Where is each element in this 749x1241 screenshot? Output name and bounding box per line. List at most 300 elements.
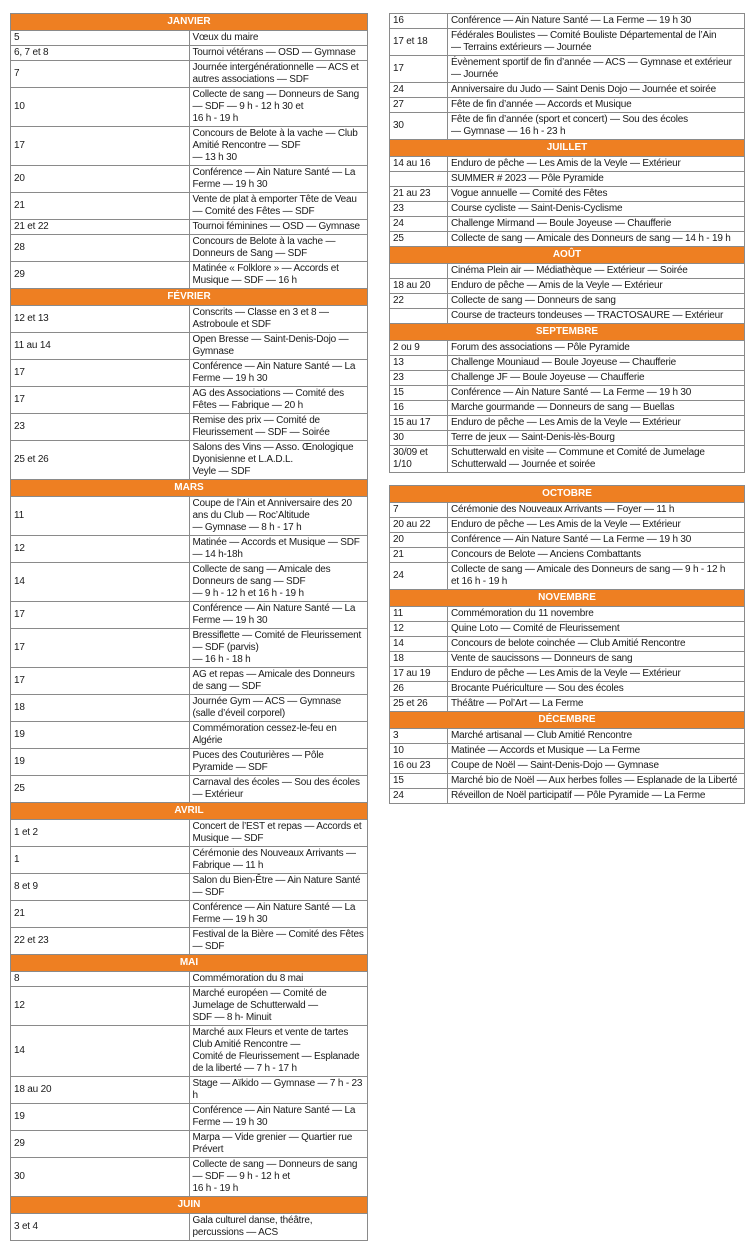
event-description xyxy=(189,928,368,955)
event-row xyxy=(11,820,368,847)
event-date: 23 xyxy=(390,371,448,386)
event-description xyxy=(189,972,368,987)
event-text-line: Conférence — Ain Nature Santé — La Ferme — 19 h 30 xyxy=(192,902,356,925)
event-text-line: Open Bresse — Saint-Denis-Dojo — Gymnase xyxy=(192,334,349,357)
event-description xyxy=(448,83,745,98)
event-row xyxy=(11,563,368,602)
event-text-line: Vœux du maire xyxy=(192,32,259,43)
event-date: 11 au 14 xyxy=(11,333,190,360)
event-date: 15 xyxy=(390,386,448,401)
event-text-line: Bressiflette — Comité de Fleurissement — SDF (parvis) xyxy=(192,630,362,653)
month-title: JUILLET xyxy=(390,140,745,157)
event-text-line: Cinéma Plein air — Médiathèque — Extérieur — Soirée xyxy=(451,265,688,276)
event-row xyxy=(390,341,745,356)
event-text-line: Cérémonie des Nouveaux Arrivants — Foyer — 11 h xyxy=(451,504,675,515)
calendar-table-left xyxy=(10,13,368,1241)
event-description xyxy=(448,789,745,804)
event-text-line: Collecte de sang — Amicale des Donneurs de sang — 9 h - 12 h xyxy=(451,564,726,575)
event-row xyxy=(11,629,368,668)
event-row xyxy=(11,901,368,928)
month-header xyxy=(11,955,368,972)
event-row xyxy=(11,602,368,629)
event-date: 14 xyxy=(390,637,448,652)
event-description xyxy=(189,1158,368,1197)
event-text-line: Matinée — Accords et Musique — La Ferme xyxy=(451,745,640,756)
event-row xyxy=(11,306,368,333)
event-row xyxy=(390,729,745,744)
event-date: 10 xyxy=(390,744,448,759)
event-row xyxy=(390,294,745,309)
event-description xyxy=(448,416,745,431)
event-date: 20 xyxy=(390,533,448,548)
section-spacer xyxy=(390,473,745,486)
event-date: 24 xyxy=(390,83,448,98)
event-description xyxy=(448,294,745,309)
event-row xyxy=(390,607,745,622)
event-row xyxy=(11,987,368,1026)
event-description xyxy=(448,774,745,789)
event-row xyxy=(11,536,368,563)
event-row xyxy=(11,262,368,289)
event-row xyxy=(11,1026,368,1077)
event-row xyxy=(390,83,745,98)
event-description xyxy=(189,235,368,262)
event-row xyxy=(390,386,745,401)
event-text-line: Fédérales Boulistes — Comité Bouliste Départemental de l’Ain xyxy=(451,30,717,41)
event-description xyxy=(448,729,745,744)
event-row xyxy=(11,972,368,987)
event-date: 21 xyxy=(390,548,448,563)
event-text-line: Puces des Couturières — Pôle Pyramide — SDF xyxy=(192,750,324,773)
event-text-line: Coupe de Noël — Saint-Denis-Dojo — Gymnase xyxy=(451,760,659,771)
event-text-line: — 9 h - 12 h et 16 h - 19 h xyxy=(192,588,304,599)
event-description xyxy=(448,744,745,759)
event-date: 15 xyxy=(390,774,448,789)
event-text-line: Challenge Mouniaud — Boule Joyeuse — Chaufferie xyxy=(451,357,677,368)
event-text-line: Concours de Belote à la vache — Club Amitié Rencontre — SDF xyxy=(192,128,358,151)
event-text-line: Challenge Mirmand — Boule Joyeuse — Chaufferie xyxy=(451,218,672,229)
event-text-line: Marche gourmande — Donneurs de sang — Buellas xyxy=(451,402,675,413)
event-description xyxy=(448,503,745,518)
event-text-line: Enduro de pêche — Les Amis de la Veyle — Extérieur xyxy=(451,417,681,428)
event-date: 16 xyxy=(390,14,448,29)
event-text-line: Marché européen — Comité de Jumelage de Schutterwald — xyxy=(192,988,327,1011)
event-text-line: Concours de Belote à la vache — Donneurs de Sang — SDF xyxy=(192,236,336,259)
event-description xyxy=(448,697,745,712)
event-text-line: Quine Loto — Comité de Fleurissement xyxy=(451,623,620,634)
event-text-line: Forum des associations — Pôle Pyramide xyxy=(451,342,630,353)
event-description xyxy=(448,371,745,386)
event-date: 25 et 26 xyxy=(390,697,448,712)
event-row xyxy=(390,217,745,232)
event-date: 15 au 17 xyxy=(390,416,448,431)
event-text-line: Conférence — Ain Nature Santé — La Ferme — 19 h 30 xyxy=(192,603,356,626)
month-title: DÉCEMBRE xyxy=(390,712,745,729)
event-row xyxy=(11,1158,368,1197)
event-description xyxy=(448,759,745,774)
event-date: 17 et 18 xyxy=(390,29,448,56)
event-text-line: Challenge JF — Boule Joyeuse — Chaufferie xyxy=(451,372,645,383)
event-row xyxy=(11,414,368,441)
event-row xyxy=(390,774,745,789)
event-description xyxy=(448,401,745,416)
event-text-line: Collecte de sang — Donneurs de Sang — SDF — 9 h - 12 h 30 et xyxy=(192,89,359,112)
event-date: 14 xyxy=(11,563,190,602)
month-header xyxy=(11,1197,368,1214)
event-row xyxy=(390,789,745,804)
event-description xyxy=(448,217,745,232)
event-text-line: Remise des prix — Comité de Fleurissement — SDF — Soirée xyxy=(192,415,330,438)
event-row xyxy=(11,1077,368,1104)
event-description xyxy=(189,497,368,536)
event-row xyxy=(11,847,368,874)
event-text-line: Enduro de pêche — Amis de la Veyle — Extérieur xyxy=(451,280,663,291)
event-date: 11 xyxy=(11,497,190,536)
event-date: 18 au 20 xyxy=(390,279,448,294)
event-date: 18 xyxy=(390,652,448,667)
month-title: SEPTEMBRE xyxy=(390,324,745,341)
event-text-line: Brocante Puériculture — Sou des écoles xyxy=(451,683,624,694)
event-date: 24 xyxy=(390,789,448,804)
event-date: 1 xyxy=(11,847,190,874)
event-row xyxy=(11,220,368,235)
event-row xyxy=(11,61,368,88)
event-date: 12 xyxy=(11,536,190,563)
event-row xyxy=(390,446,745,473)
event-row xyxy=(390,232,745,247)
month-header xyxy=(390,486,745,503)
event-date: 7 xyxy=(390,503,448,518)
event-row xyxy=(390,98,745,113)
event-text-line: Tournoi vétérans — OSD — Gymnase xyxy=(192,47,356,58)
event-date: 29 xyxy=(11,262,190,289)
event-text-line: Conférence — Ain Nature Santé — La Ferme — 19 h 30 xyxy=(192,361,356,384)
event-description xyxy=(189,874,368,901)
event-date: 23 xyxy=(390,202,448,217)
event-date: 17 xyxy=(11,360,190,387)
event-row xyxy=(390,637,745,652)
month-title: AVRIL xyxy=(11,803,368,820)
event-text-line: Anniversaire du Judo — Saint Denis Dojo — Journée et soirée xyxy=(451,84,717,95)
event-text-line: Conscrits — Classe en 3 et 8 — Astroboule et SDF xyxy=(192,307,329,330)
event-date: 17 au 19 xyxy=(390,667,448,682)
event-row xyxy=(390,264,745,279)
event-text-line: Marché aux Fleurs et vente de tartes Club Amitié Rencontre — xyxy=(192,1027,349,1050)
event-description xyxy=(189,668,368,695)
event-row xyxy=(390,652,745,667)
event-row xyxy=(390,401,745,416)
event-row xyxy=(11,88,368,127)
event-date: 26 xyxy=(390,682,448,697)
event-description xyxy=(448,202,745,217)
event-date: 25 et 26 xyxy=(11,441,190,480)
event-row xyxy=(390,202,745,217)
event-description xyxy=(189,749,368,776)
event-text-line: Vogue annuelle — Comité des Fêtes xyxy=(451,188,608,199)
calendar-table-right xyxy=(389,13,745,804)
event-description xyxy=(189,1026,368,1077)
event-date: 24 xyxy=(390,563,448,590)
event-row xyxy=(390,356,745,371)
event-date xyxy=(390,172,448,187)
event-text-line: Salons des Vins — Asso. Œnologique Dyonisienne et L.A.D.L. xyxy=(192,442,354,465)
event-row xyxy=(390,416,745,431)
month-title: JANVIER xyxy=(11,14,368,31)
event-description xyxy=(189,536,368,563)
event-row xyxy=(11,874,368,901)
event-row xyxy=(390,533,745,548)
event-description xyxy=(189,629,368,668)
month-title: MAI xyxy=(11,955,368,972)
event-description xyxy=(448,113,745,140)
section-spacer-cell xyxy=(390,473,745,486)
event-text-line: Fête de fin d’année (sport et concert) — Sou des écoles xyxy=(451,114,688,125)
event-date: 20 xyxy=(11,166,190,193)
event-description xyxy=(189,61,368,88)
event-row xyxy=(390,14,745,29)
event-text-line: Théâtre — Pol’Art — La Ferme xyxy=(451,698,584,709)
event-text-line: AG des Associations — Comité des Fêtes — Fabrique — 20 h xyxy=(192,388,344,411)
event-date: 22 xyxy=(390,294,448,309)
month-header xyxy=(390,247,745,264)
month-header xyxy=(11,289,368,306)
event-text-line: — Gymnase — 16 h - 23 h xyxy=(451,126,566,137)
event-text-line: Collecte de sang — Amicale des Donneurs de sang — 14 h - 19 h xyxy=(451,233,731,244)
event-date: 6, 7 et 8 xyxy=(11,46,190,61)
event-row xyxy=(390,682,745,697)
event-row xyxy=(390,563,745,590)
event-date: 13 xyxy=(390,356,448,371)
event-date: 8 et 9 xyxy=(11,874,190,901)
event-description xyxy=(189,441,368,480)
event-description xyxy=(448,533,745,548)
event-description xyxy=(189,820,368,847)
event-date xyxy=(390,264,448,279)
event-description xyxy=(448,187,745,202)
event-text-line: Salon du Bien-Être — Ain Nature Santé — SDF xyxy=(192,875,361,898)
event-row xyxy=(11,1214,368,1241)
event-description xyxy=(448,563,745,590)
event-description xyxy=(448,667,745,682)
event-date: 19 xyxy=(11,749,190,776)
event-row xyxy=(11,1131,368,1158)
event-description xyxy=(189,414,368,441)
event-text-line: Vente de plat à emporter Tête de Veau — Comité des Fêtes — SDF xyxy=(192,194,357,217)
event-description xyxy=(189,360,368,387)
event-date: 17 xyxy=(11,668,190,695)
event-text-line: Tournoi féminines — OSD — Gymnase xyxy=(192,221,360,232)
event-text-line: Schutterwald — Journée et soirée xyxy=(451,459,596,470)
event-description xyxy=(189,1104,368,1131)
calendar-column-left xyxy=(10,13,368,1241)
event-text-line: — Terrains extérieurs — Journée xyxy=(451,42,592,53)
event-row xyxy=(11,441,368,480)
event-description xyxy=(448,309,745,324)
event-date: 12 xyxy=(11,987,190,1026)
event-date: 14 au 16 xyxy=(390,157,448,172)
month-header xyxy=(390,324,745,341)
event-row xyxy=(390,29,745,56)
event-description xyxy=(189,166,368,193)
event-description xyxy=(189,901,368,928)
event-row xyxy=(11,360,368,387)
event-row xyxy=(11,695,368,722)
event-description xyxy=(448,622,745,637)
event-row xyxy=(390,518,745,533)
event-description xyxy=(189,776,368,803)
event-date: 30 xyxy=(390,431,448,446)
event-row xyxy=(390,113,745,140)
event-description xyxy=(189,602,368,629)
event-date: 19 xyxy=(11,1104,190,1131)
event-row xyxy=(390,503,745,518)
event-description xyxy=(448,56,745,83)
event-description xyxy=(448,637,745,652)
event-description xyxy=(448,446,745,473)
event-text-line: SUMMER # 2023 — Pôle Pyramide xyxy=(451,173,604,184)
month-title: AOÛT xyxy=(390,247,745,264)
event-description xyxy=(189,722,368,749)
event-date: 5 xyxy=(11,31,190,46)
event-date: 18 au 20 xyxy=(11,1077,190,1104)
event-row xyxy=(11,497,368,536)
event-text-line: Marpa — Vide grenier — Quartier rue Prévert xyxy=(192,1132,353,1155)
month-title: OCTOBRE xyxy=(390,486,745,503)
event-text-line: Marché bio de Noël — Aux herbes folles — Esplanade de la Liberté xyxy=(451,775,738,786)
event-text-line: Cérémonie des Nouveaux Arrivants — Fabrique — 11 h xyxy=(192,848,356,871)
month-header xyxy=(11,803,368,820)
event-date: 30 xyxy=(11,1158,190,1197)
month-title: FÉVRIER xyxy=(11,289,368,306)
event-description xyxy=(448,341,745,356)
event-text-line: Réveillon de Noël participatif — Pôle Pyramide — La Ferme xyxy=(451,790,706,801)
event-text-line: Conférence — Ain Nature Santé — La Ferme — 19 h 30 xyxy=(451,387,692,398)
event-text-line: Course de tracteurs tondeuses — TRACTOSAURE — Extérieur xyxy=(451,310,724,321)
event-text-line: Collecte de sang — Amicale des Donneurs de sang — SDF xyxy=(192,564,331,587)
event-text-line: Enduro de pêche — Les Amis de la Veyle — Extérieur xyxy=(451,668,681,679)
event-text-line: Coupe de l’Ain et Anniversaire des 20 ans du Club — Roc’Altitude xyxy=(192,498,352,521)
month-header xyxy=(390,140,745,157)
event-description xyxy=(448,548,745,563)
event-date: 29 xyxy=(11,1131,190,1158)
event-description xyxy=(448,356,745,371)
event-text-line: Conférence — Ain Nature Santé — La Ferme — 19 h 30 xyxy=(451,534,692,545)
event-date: 12 xyxy=(390,622,448,637)
month-title: MARS xyxy=(11,480,368,497)
event-description xyxy=(448,29,745,56)
event-date: 17 xyxy=(11,387,190,414)
event-row xyxy=(11,776,368,803)
event-date: 3 xyxy=(390,729,448,744)
event-date: 19 xyxy=(11,722,190,749)
event-date: 21 au 23 xyxy=(390,187,448,202)
month-header xyxy=(11,480,368,497)
event-description xyxy=(448,98,745,113)
event-text-line: Comité de Fleurissement — Esplanade de la liberté — 7 h - 17 h xyxy=(192,1051,360,1074)
event-row xyxy=(390,279,745,294)
event-description xyxy=(189,1131,368,1158)
event-row xyxy=(390,309,745,324)
event-date: 16 ou 23 xyxy=(390,759,448,774)
event-description xyxy=(448,14,745,29)
event-description xyxy=(448,279,745,294)
event-text-line: SDF — 8 h- Minuit xyxy=(192,1012,272,1023)
event-description xyxy=(189,127,368,166)
event-description xyxy=(189,262,368,289)
event-text-line: AG et repas — Amicale des Donneurs de sang — SDF xyxy=(192,669,355,692)
event-text-line: Schutterwald en visite — Commune et Comité de Jumelage xyxy=(451,447,705,458)
event-date: 10 xyxy=(11,88,190,127)
event-description xyxy=(448,431,745,446)
event-row xyxy=(11,46,368,61)
event-row xyxy=(11,127,368,166)
event-row xyxy=(390,622,745,637)
event-row xyxy=(11,749,368,776)
event-row xyxy=(11,928,368,955)
event-date: 14 xyxy=(11,1026,190,1077)
month-header xyxy=(390,590,745,607)
event-description xyxy=(189,31,368,46)
event-date: 1 et 2 xyxy=(11,820,190,847)
event-row xyxy=(11,668,368,695)
event-date: 20 au 22 xyxy=(390,518,448,533)
event-date xyxy=(390,309,448,324)
event-text-line: — 16 h - 18 h xyxy=(192,654,251,665)
event-description xyxy=(189,987,368,1026)
event-date: 24 xyxy=(390,217,448,232)
event-description xyxy=(189,563,368,602)
event-row xyxy=(390,431,745,446)
event-text-line: Concours de belote coinchée — Club Amitié Rencontre xyxy=(451,638,686,649)
event-row xyxy=(390,548,745,563)
event-description xyxy=(189,193,368,220)
month-header xyxy=(390,712,745,729)
event-text-line: Matinée « Folklore » — Accords et Musique — SDF — 16 h xyxy=(192,263,339,286)
event-date: 7 xyxy=(11,61,190,88)
event-description xyxy=(189,220,368,235)
event-date: 22 et 23 xyxy=(11,928,190,955)
event-text-line: Marché artisanal — Club Amitié Rencontre xyxy=(451,730,632,741)
event-text-line: Conférence — Ain Nature Santé — La Ferme — 19 h 30 xyxy=(451,15,692,26)
event-text-line: Commémoration du 11 novembre xyxy=(451,608,594,619)
event-row xyxy=(390,697,745,712)
event-row xyxy=(390,172,745,187)
event-date: 27 xyxy=(390,98,448,113)
event-date: 25 xyxy=(390,232,448,247)
event-description xyxy=(189,1214,368,1241)
event-date: 17 xyxy=(390,56,448,83)
month-title: NOVEMBRE xyxy=(390,590,745,607)
event-date: 17 xyxy=(11,629,190,668)
event-row xyxy=(390,157,745,172)
event-text-line: Journée Gym — ACS — Gymnase (salle d’éveil corporel) xyxy=(192,696,342,719)
event-text-line: Concert de l’EST et repas — Accords et Musique — SDF xyxy=(192,821,362,844)
event-description xyxy=(448,652,745,667)
event-date: 30/09 et 1/10 xyxy=(390,446,448,473)
event-row xyxy=(11,722,368,749)
event-date: 17 xyxy=(11,127,190,166)
event-row xyxy=(11,193,368,220)
event-text-line: Enduro de pêche — Les Amis de la Veyle — Extérieur xyxy=(451,519,681,530)
event-description xyxy=(189,847,368,874)
event-row xyxy=(11,387,368,414)
event-row xyxy=(11,31,368,46)
event-description xyxy=(189,695,368,722)
event-row xyxy=(11,166,368,193)
event-date: 11 xyxy=(390,607,448,622)
event-description xyxy=(448,232,745,247)
event-text-line: Journée intergénérationnelle — ACS et autres associations — SDF xyxy=(192,62,359,85)
